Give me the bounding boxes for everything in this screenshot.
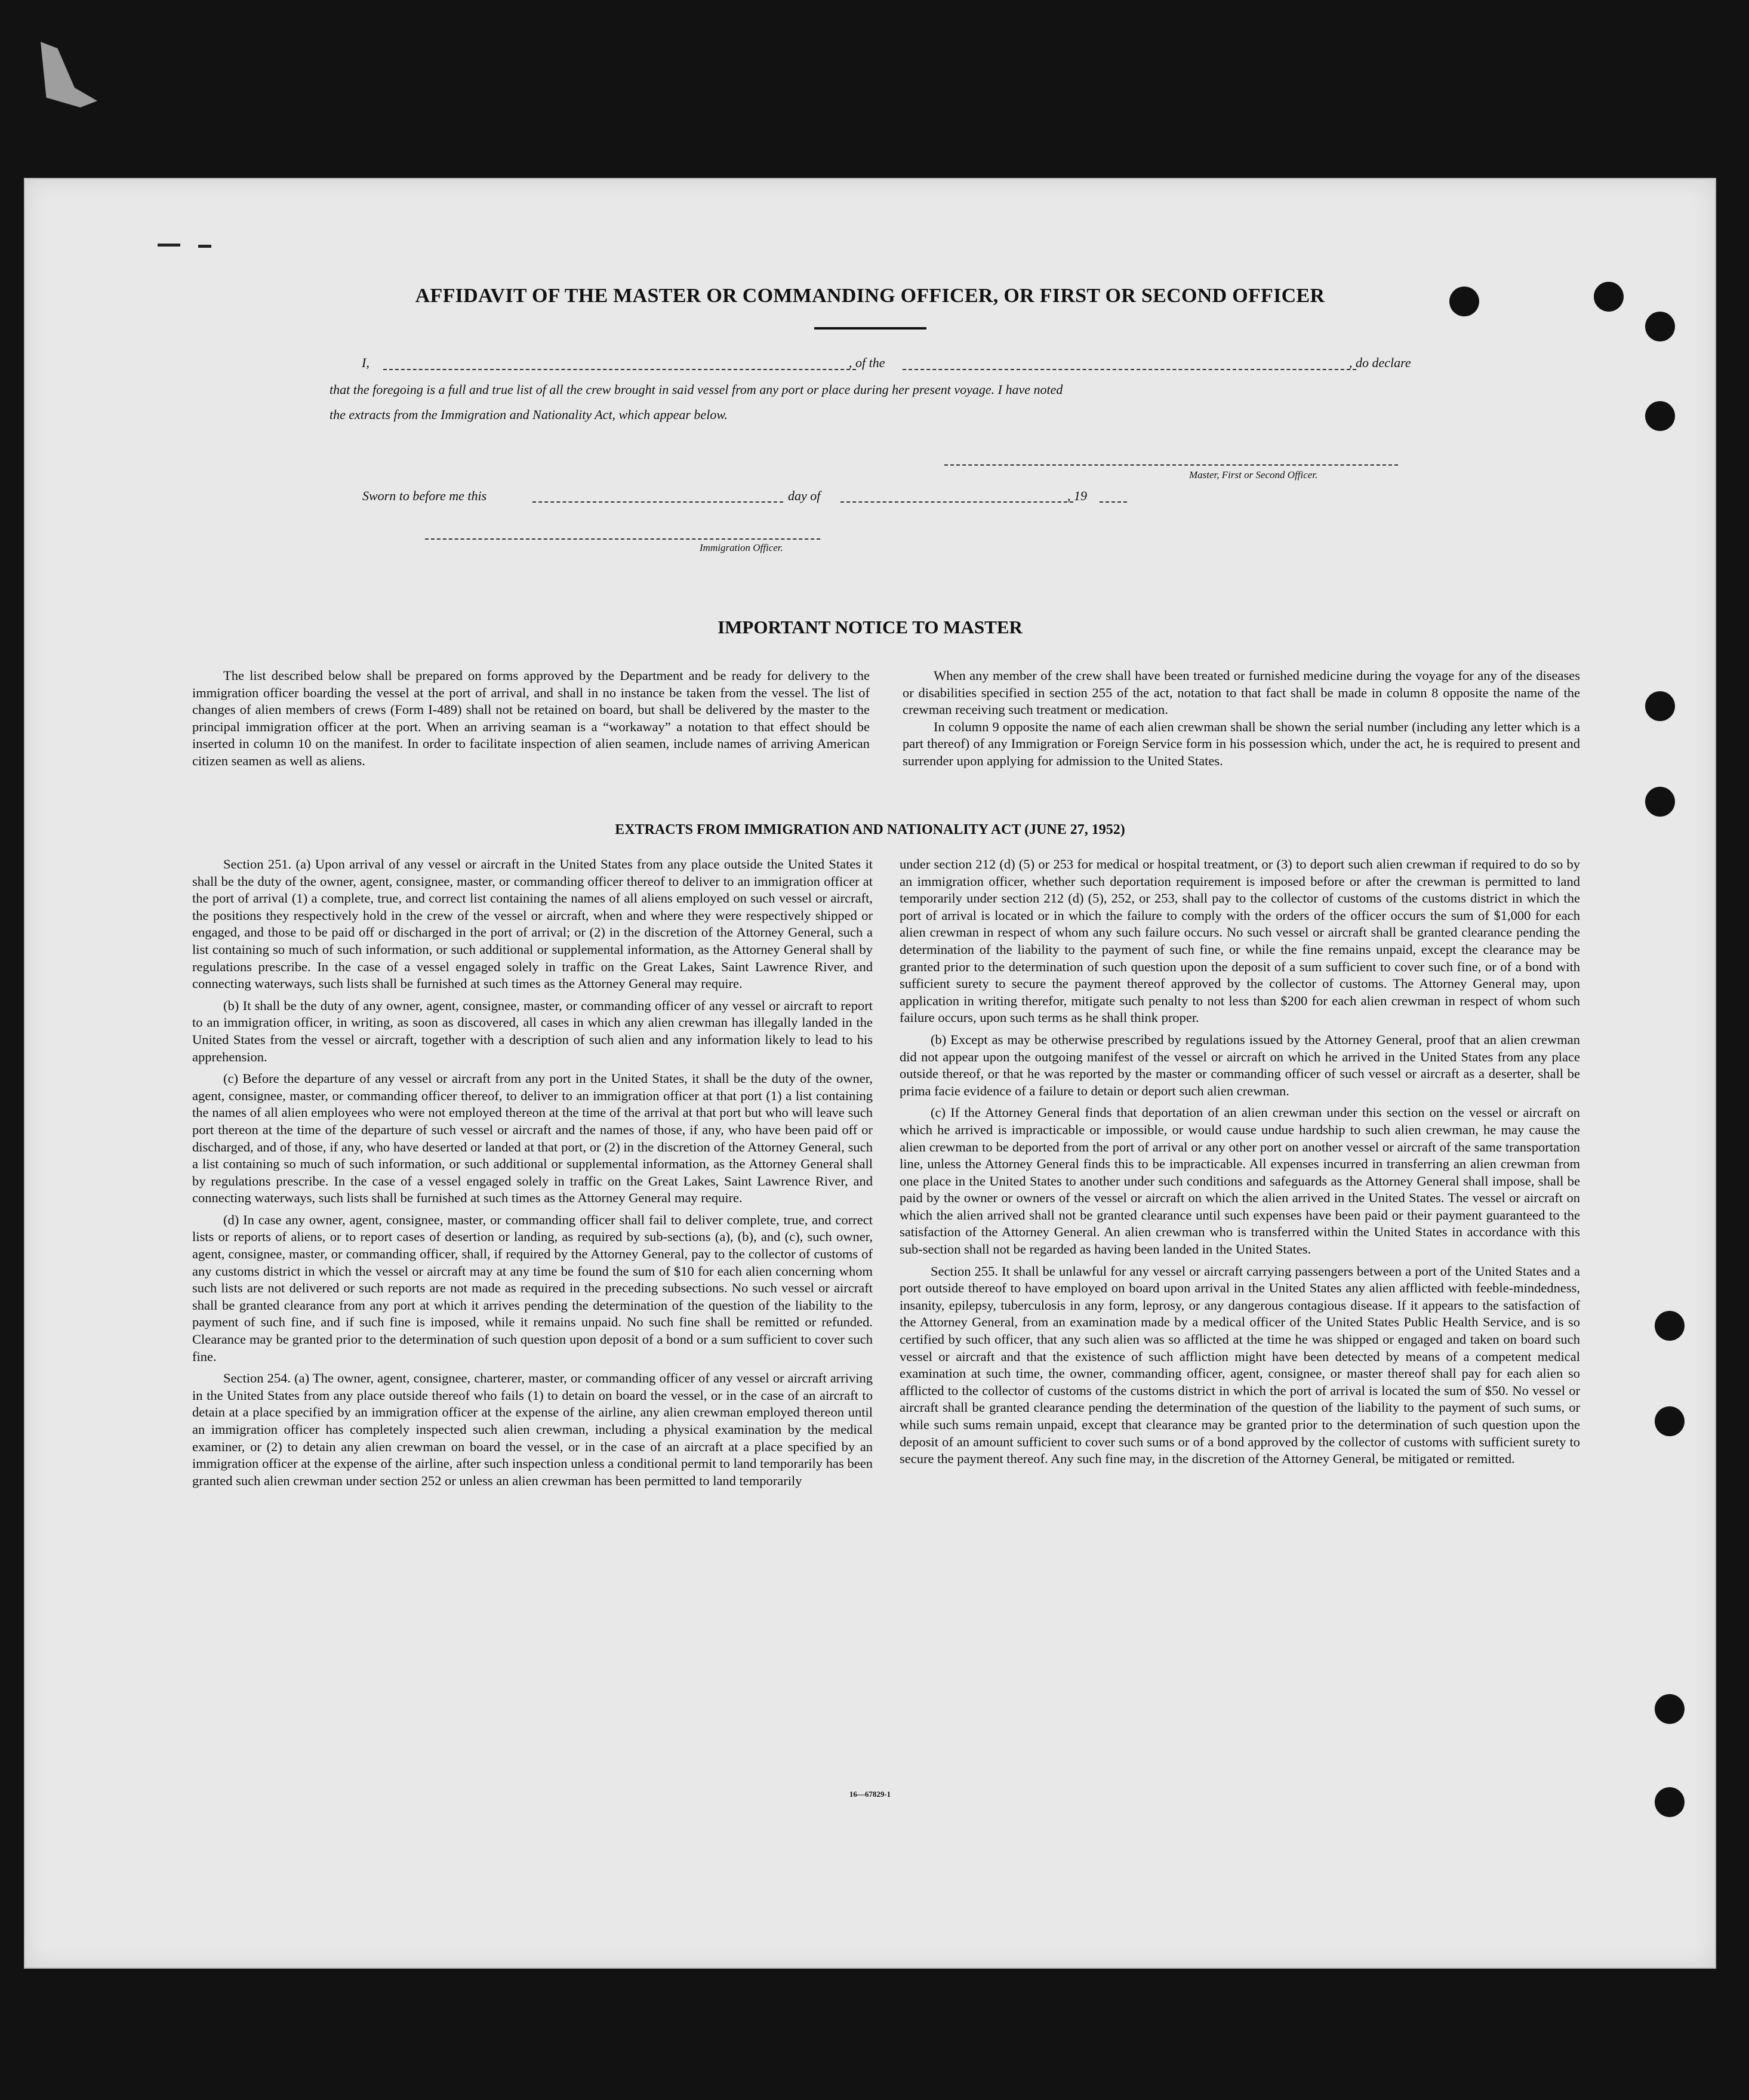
notice-left-column <box>192 667 870 770</box>
name-blank[interactable] <box>383 369 856 370</box>
punch-hole <box>1655 1311 1685 1341</box>
extract-paragraph: under section 212 (d) (5) or 253 for medical or hospital treatment, or (3) to deport such alien crewman if required to do so by an immigration officer, whether such deportation requirement is imposed before or after the crewman is permitted to land temporarily under section 212 (d) (5), 252, or 253, shall pay to the collector of customs of the customs district in which the port of arrival is located or in which the failure to comply with the orders of the officer occurs the sum of $1,000 for each alien crewman in respect of whom any such failure occurs. No such vessel or aircraft shall be granted clearance pending the determination of the liability to the payment of such fine, or while the fine remains unpaid, except the clearance may be granted prior to the determination of such question upon the deposit of a sum sufficient to cover such fine, or of a bond with sufficient surety to secure the payment thereof approved by the collector of customs. The Attorney General may, upon application in writing therefor, mitigate such penalty to not less than $200 for each alien crewman in respect of whom such failure occurs, upon such terms as he shall think proper. <box>900 857 1580 1026</box>
master-signature-label: Master, First or Second Officer. <box>1189 469 1318 481</box>
notice-right-column <box>903 667 1580 770</box>
vessel-blank[interactable] <box>903 369 1356 370</box>
affidavit-line3: the extracts from the Immigration and Nationality Act, which appear below. <box>330 407 728 422</box>
punch-hole <box>1645 787 1675 817</box>
notice-title: IMPORTANT NOTICE TO MASTER <box>718 617 1023 638</box>
affidavit-i: I, <box>362 355 369 370</box>
officer-signature-line[interactable] <box>425 538 820 540</box>
punch-hole <box>1645 312 1675 341</box>
affidavit-do-declare: , do declare <box>1349 355 1411 370</box>
month-blank[interactable] <box>840 501 1073 503</box>
punch-hole <box>1449 287 1479 316</box>
extract-paragraph: (b) It shall be the duty of any owner, agent, consignee, master, or commanding officer of any vessel or aircraft to report to an immigration officer, in writing, as soon as discovered, all cases in which any alien crewman has illegally landed in the United States from the vessel or aircraft, together with a description of such alien and any information likely to lead to his apprehension. <box>192 997 873 1064</box>
extract-paragraph: (c) Before the departure of any vessel or aircraft from any port in the United States, it shall be the duty of the owner, agent, consignee, master, or commanding officer thereof, to deliver to an immigration officer at that port (1) a list containing the names of all alien employees who were not employed thereon at the time of the arrival at that port but who will leave such port thereon at the time of the departure of such vessel or aircraft and the names of those, if any, who have been paid off or discharged, and of those, if any, who have deserted or landed at that port, or (2) in the discretion of the Attorney General, such a list containing so much of such information, or such additional or supplemental information, as the Attorney General shall by regulations prescribe. In the case of a vessel engaged solely in traffic on the Great Lakes, Saint Lawrence River, and connecting waterways, such lists shall be furnished at such times as the Attorney General may require. <box>192 1071 873 1206</box>
form-page <box>24 178 1716 1969</box>
extracts-left-column <box>192 856 873 1489</box>
sworn-text: Sworn to before me this <box>362 488 487 503</box>
affidavit-line2: that the foregoing is a full and true list of all the crew brought in said vessel from any port or place during her present voyage. I have noted <box>330 382 1063 397</box>
sworn-day-blank[interactable] <box>532 501 783 503</box>
notice-paragraph: The list described below shall be prepared on forms approved by the Department and be ready for delivery to the immigration officer boarding the vessel at the port of arrival, and shall in no instance be taken from the vessel. The list of changes of alien members of crews (Form I-489) shall not be retained on board, but shall be delivered by the master to the principal immigration officer at the port. When an arriving seaman is a “workaway” a notation to that effect should be inserted in column 10 on the manifest. In order to facilitate inspection of alien seamen, include names of arriving American citizen seamen as well as aliens. <box>192 668 870 768</box>
affidavit-of-the: , of the <box>849 355 885 370</box>
master-signature-line[interactable] <box>944 464 1398 466</box>
punch-hole <box>1645 691 1675 721</box>
extract-paragraph: Section 254. (a) The owner, agent, consignee, charterer, master, or commanding officer of any vessel or aircraft arriving in the United States from any place outside thereof who fails (1) to detain on board the vessel, or in the case of an aircraft to detain at a place specified by an immigration officer at the expense of the airline, any alien crewman employed thereon until an immigration officer has completely inspected such alien crewman, including a physical examination by the medical examiner, or (2) to detain any alien crewman on board the vessel, or in the case of an aircraft at a place specified by an immigration officer at the expense of the airline, after such inspection unless a conditional permit to land temporarily has been granted such alien crewman under section 252 or unless an alien crewman has been permitted to land temporarily <box>192 1371 873 1488</box>
year-blank[interactable] <box>1100 501 1127 503</box>
officer-signature-label: Immigration Officer. <box>700 542 783 553</box>
extract-paragraph: Section 251. (a) Upon arrival of any vessel or aircraft in the United States from any place outside the United States it shall be the duty of the owner, agent, consignee, master, or commanding officer thereof to deliver to an immigration officer at the port of arrival (1) a complete, true, and correct list containing the names of all aliens employed on such vessel or aircraft, the positions they respectively hold in the crew of the vessel or aircraft, when and where they were respectively shipped or engaged, and those to be paid off or discharged in the port of arrival; or (2) in the discretion of the Attorney General, such a list containing so much of such information, or such additional or supplemental information, as the Attorney General shall by regulations prescribe. In the case of a vessel engaged solely in traffic on the Great Lakes, Saint Lawrence River, and connecting waterways, such lists shall be furnished at such times as the Attorney General may require. <box>192 857 873 992</box>
affidavit-title: AFFIDAVIT OF THE MASTER OR COMMANDING OFFICER, OR FIRST OR SECOND OFFICER <box>415 285 1325 307</box>
day-of-text: day of <box>788 488 821 503</box>
notice-paragraph: In column 9 opposite the name of each alien crewman shall be shown the serial number (including any letter which is a part thereof) of any Immigration or Foreign Service form in his possession which, under the act, he is required to present and surrender upon applying for admission to the United States. <box>903 719 1580 768</box>
punch-hole <box>1645 401 1675 431</box>
extract-paragraph: (b) Except as may be otherwise prescribed by regulations issued by the Attorney General, proof that an alien crewman did not appear upon the outgoing manifest of the vessel or aircraft on which he arrived in the United States from any place outside thereof, or that he was reported by the master or commanding officer of such vessel or aircraft as a deserter, shall be prima facie evidence of a failure to detain or deport such alien crewman. <box>900 1031 1580 1098</box>
punch-hole <box>1655 1787 1685 1817</box>
extracts-title: EXTRACTS FROM IMMIGRATION AND NATIONALITY ACT (JUNE 27, 1952) <box>615 822 1125 837</box>
stray-mark <box>198 245 211 248</box>
year-text: , 19 <box>1067 488 1087 503</box>
extracts-right-column <box>900 856 1580 1468</box>
torn-corner-scrap <box>41 42 97 107</box>
extract-paragraph: (d) In case any owner, agent, consignee, master, or commanding officer shall fail to deliver complete, true, and correct lists or reports of aliens, or to report cases of desertion or landing, as required by sub-sections (a), (b), and (c), such owner, agent, consignee, master, or commanding officer, shall, if required by the Attorney General, pay to the collector of customs of any customs district in which the vessel or aircraft may at any time be found the sum of $10 for each alien concerning whom such lists are not delivered or such reports are not made as required in the preceding subsections. No such vessel or aircraft shall be granted clearance from any port at which it arrives pending the determination of the question of the liability to the payment of such fine, and if such fine is imposed, while it remains unpaid. No such fine shall be remitted or refunded. Clearance may be granted prior to the determination of such question upon deposit of a bond or a sum sufficient to cover such fine. <box>192 1212 873 1364</box>
form-number: 16—67829-1 <box>849 1790 891 1799</box>
extract-paragraph: Section 255. It shall be unlawful for any vessel or aircraft carrying passengers between a port of the United States and a port outside thereof to have employed on board upon arrival in the United States any alien afflicted with feeble-mindedness, insanity, epilepsy, tuberculosis in any form, leprosy, or any dangerous contagious disease. If it appears to the satisfaction of the Attorney General, from an examination made by a medical officer of the United States Public Health Service, and is so certified by such officer, that any such alien was so afflicted at the time he was shipped or engaged and taken on board such vessel or aircraft and that the existence of such affliction might have been detected by means of a competent medical examination at such time, the owner, commanding officer, agent, consignee, or master thereof shall pay for each alien so afflicted to the collector of customs of the customs district in which the port of arrival is located the sum of $50. No vessel or aircraft shall be granted clearance pending the determination of the question of the liability to the payment of such sums, or while such sums remain unpaid, except that clearance may be granted prior to the determination of such question upon the deposit of an amount sufficient to cover such sums or of a bond approved by the collector of customs with sufficient surety to secure the payment thereof. Any such fine may, in the discretion of the Attorney General, be mitigated or remitted. <box>900 1263 1580 1467</box>
punch-hole <box>1655 1406 1685 1436</box>
title-rule <box>814 327 926 330</box>
punch-hole <box>1655 1694 1685 1724</box>
notice-paragraph: When any member of the crew shall have been treated or furnished medicine during the voyage for any of the diseases or disabilities specified in section 255 of the act, notation to that fact shall be made in column 8 opposite the name of the crewman receiving such treatment or medication. <box>903 668 1580 718</box>
extract-paragraph: (c) If the Attorney General finds that deportation of an alien crewman under this section on the vessel or aircraft on which he arrived is impracticable or impossible, or would cause undue hardship to such alien crewman, he may cause the alien crewman to be deported from the port of arrival or any other port on another vessel or aircraft of the same transportation line, unless the Attorney General finds this to be impracticable. All expenses incurred in transferring an alien crewman from one place in the United States to another under such conditions and safeguards as the Attorney General shall impose, shall be paid by the owner or owners of the vessel or aircraft on which the alien arrived in the United States. The vessel or aircraft on which the alien arrived shall not be granted clearance until such expenses have been paid or their payment guaranteed to the satisfaction of the Attorney General. An alien crewman who is transferred within the United States in accordance with this sub-section shall not be regarded as having been landed in the United States. <box>900 1105 1580 1257</box>
punch-hole <box>1594 282 1624 312</box>
stray-mark <box>158 244 180 247</box>
